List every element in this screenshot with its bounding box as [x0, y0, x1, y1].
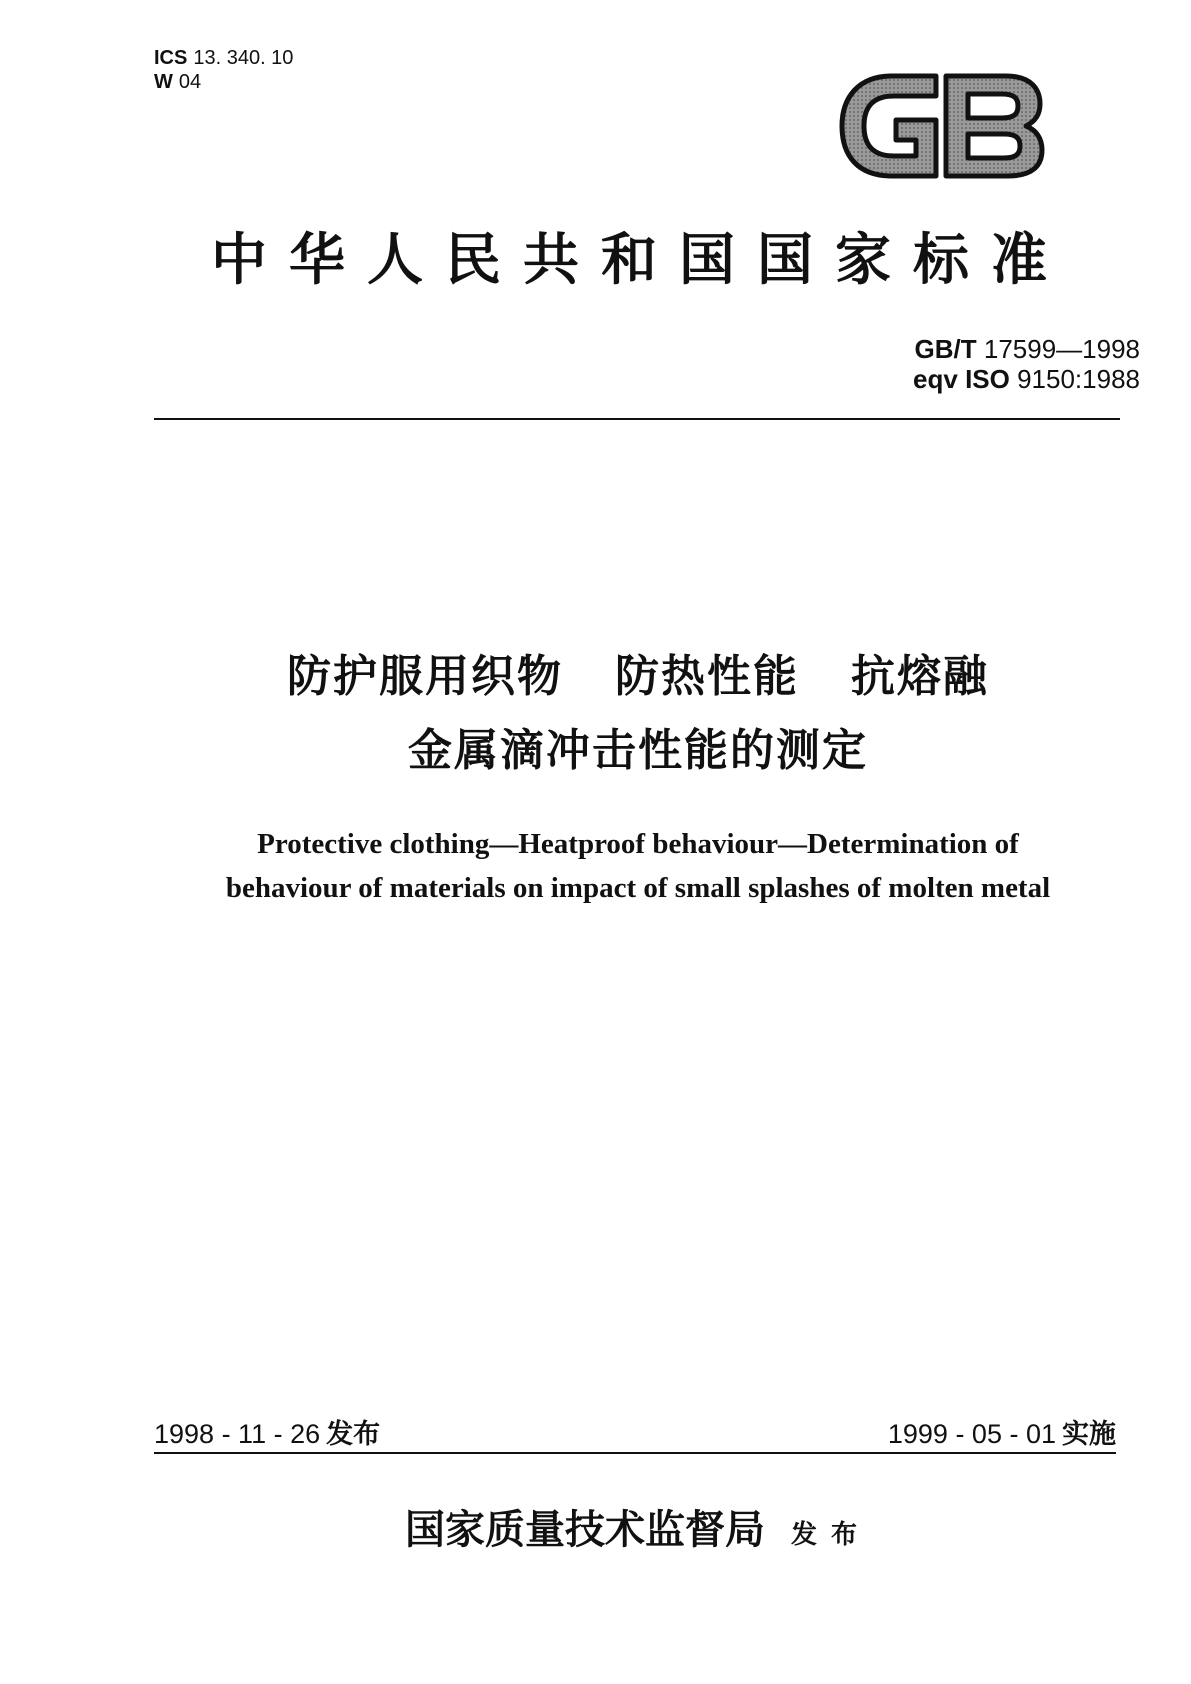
gb-number: 17599—1998 [983, 334, 1140, 364]
issuer-name: 国家质量技术监督局 [404, 1506, 765, 1553]
chinese-title-line-2: 金属滴冲击性能的测定 [408, 725, 868, 776]
issuing-authority [150, 1506, 1126, 1559]
ics-code-row [154, 46, 293, 70]
gb-prefix: GB/T [914, 334, 977, 364]
iso-prefix: ISO [965, 364, 1010, 394]
w-label: W [154, 71, 173, 93]
w-value: 04 [178, 71, 202, 93]
issuer-suffix: 发布 [790, 1520, 871, 1550]
header-divider [154, 418, 1120, 420]
chinese-title-line-1 [150, 640, 1126, 714]
national-standard-title: 中华人民共和国国家标准 [211, 227, 1069, 293]
chinese-title-part-3: 抗熔融 [851, 651, 989, 702]
standard-codes [760, 334, 1140, 394]
implementation-date-suffix: 实施 [1062, 1419, 1116, 1449]
iso-equivalent [760, 364, 1140, 394]
footer-divider [154, 1452, 1116, 1454]
english-title-line-1: Protective clothing—Heatproof behaviour—Determination of [257, 828, 1019, 860]
implementation-date-value: 1999 - 05 - 01 [887, 1419, 1056, 1449]
english-title [150, 822, 1126, 910]
eqv-prefix: eqv [913, 364, 958, 394]
chinese-title-part-1: 防护服用织物 [287, 651, 563, 702]
iso-number: 9150:1988 [1017, 364, 1140, 394]
ics-value: 13. 340. 10 [193, 47, 294, 69]
gb-logo-icon [836, 70, 1046, 182]
issue-date [154, 1418, 380, 1450]
issue-date-suffix: 发布 [326, 1419, 381, 1449]
chinese-title [150, 640, 1126, 788]
ics-label: ICS [154, 47, 188, 69]
issue-date-value: 1998 - 11 - 26 [154, 1419, 321, 1449]
chinese-title-part-2: 防热性能 [615, 651, 799, 702]
english-title-line-2: behaviour of materials on impact of small splashes of molten metal [225, 872, 1051, 904]
implementation-date [780, 1418, 1116, 1450]
gb-standard-number [760, 334, 1140, 364]
w-code-row [154, 70, 293, 94]
classification-codes [154, 46, 293, 94]
